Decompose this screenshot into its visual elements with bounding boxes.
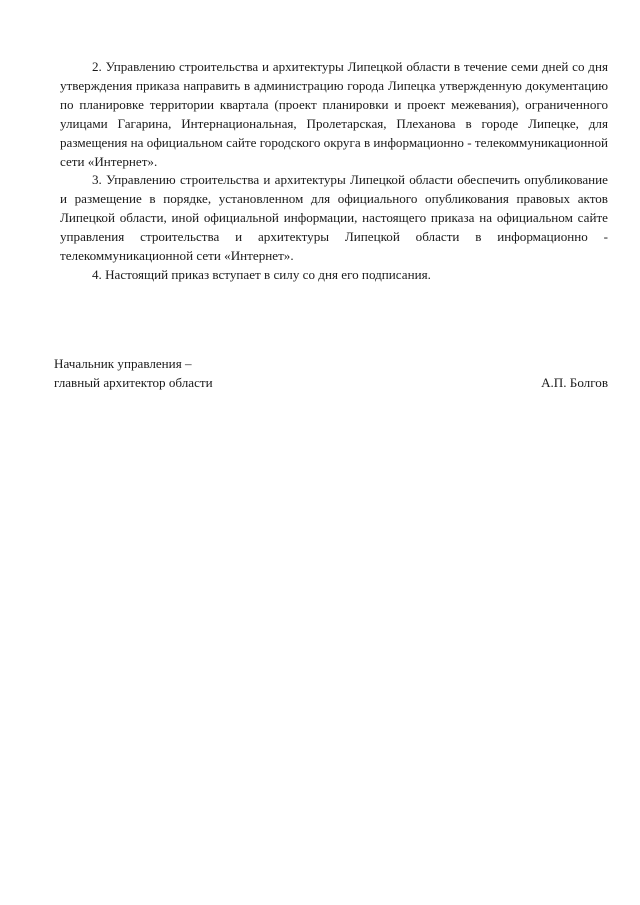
signature-position-line-1 [54, 355, 608, 374]
signature-position-1: Начальник управления – [54, 356, 192, 371]
signature-name: А.П. Болгов [541, 374, 608, 390]
paragraph-4: 4. Настоящий приказ вступает в силу со дня его подписания. [92, 266, 431, 282]
signature-block [54, 355, 608, 393]
signature-position-2: главный архитектор области [54, 374, 213, 390]
document-body [60, 58, 608, 285]
signature-position-line-2 [54, 374, 608, 393]
paragraph-3: 3. Управлению строительства и архитектуры Липецкой области обеспечить опубликование и размещение в порядке, установленном для официального опубликования правовых актов Липецкой области, иной официальной информации, настоящего приказа на официальном сайте управления строительства и архитектуры Липецкой области в информационно - телекоммуникационной сети «Интернет». [60, 172, 608, 264]
paragraph-2: 2. Управлению строительства и архитектуры Липецкой области в течение семи дней со дня утверждения приказа направить в администрацию города Липецка утвержденную документацию по планировке территории квартала (проект планировки и проект межевания), ограниченного улицами Гагарина, Интернациональная, Пролетарская, Плеханова в городе Липецке, для размещения на официальном сайте городского округа в информационно - телекоммуникационной сети «Интернет». [60, 59, 608, 169]
